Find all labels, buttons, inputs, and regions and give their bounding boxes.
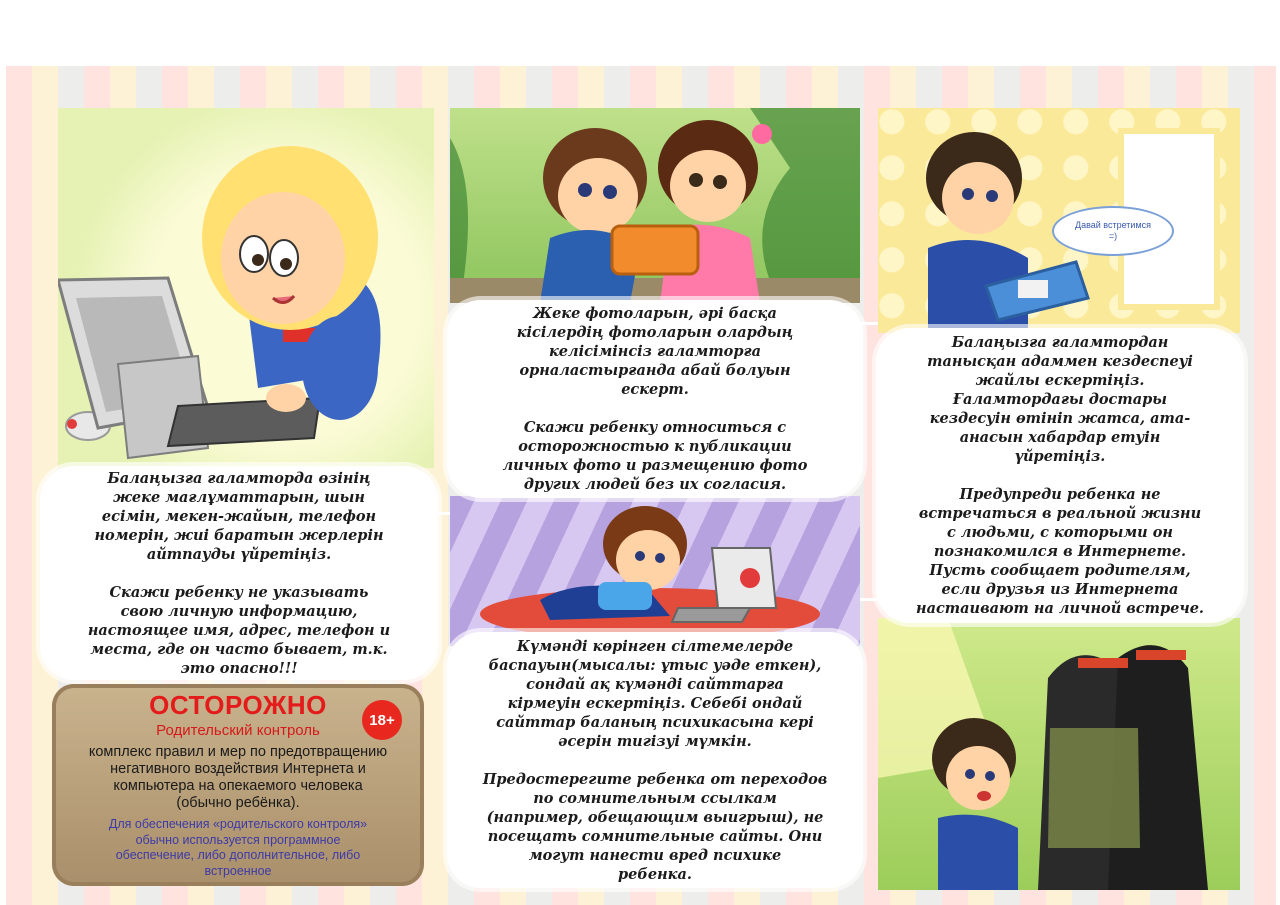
kids-tablet-illustration (450, 108, 860, 303)
tip3-ru-line: Пусть сообщает родителям, (929, 562, 1191, 579)
tip-photos (447, 300, 863, 498)
tip4-kz-line: кірмеуін ескертіңіз. Себебі ондай (507, 694, 803, 712)
tip4-ru-line: Предостерегите ребенка от переходов (482, 770, 828, 788)
tip3-ru-line: встречаться в реальной жизни (918, 505, 1202, 522)
speech-line-2: =) (1108, 231, 1118, 241)
warning-body (62, 744, 414, 812)
danger-strangers-illustration (878, 618, 1240, 890)
tip3-kz-line: үйретіңіз. (1014, 448, 1106, 465)
tip2-ru-line: личных фото и размещению фото (502, 457, 808, 474)
tip3-kz-line: Ғаламтордағы достары (952, 391, 1167, 408)
tip3-kz-line: жайлы ескертіңіз. (975, 372, 1145, 389)
tip1-kz-line: айтпауды үйретіңіз. (146, 545, 332, 563)
tip4-ru-line: посещать сомнительные сайты. Они (487, 827, 823, 845)
warning-title: ОСТОРОЖНО (149, 690, 327, 720)
tip-meetings (876, 328, 1244, 623)
tip-personal-info (40, 466, 438, 680)
parental-control-box (52, 684, 424, 886)
tip3-ru-line: настаивают на личной встрече. (916, 600, 1204, 617)
tip4-ru-line: по сомнительным ссылкам (533, 789, 777, 807)
tip3-ru-line: Предупреди ребенка не (959, 486, 1161, 503)
warning-subtitle: Родительский контроль (156, 722, 320, 739)
tip4-kz-line: сайттар баланың психикасына кері (496, 713, 814, 731)
tip4-kz-line: сондай ақ күмәнді сайттарға (526, 675, 784, 693)
tip2-kz-line: орналастырғанда абай болуын (519, 362, 791, 379)
tip1-ru-line: настоящее имя, адрес, телефон и (87, 621, 391, 639)
warning-note-line: Для обеспечения «родительского контроля» (108, 817, 368, 831)
boy-computer-illustration (58, 108, 434, 468)
age-badge: 18+ (362, 700, 402, 740)
tip3-kz-line: танысқан адаммен кездеспеуі (927, 353, 1193, 370)
tip4-ru-line: могут нанести вред психике (528, 846, 782, 864)
warning-note-line: обеспечение, либо дополнительное, либо (115, 848, 361, 862)
warning-body-line: (обычно ребёнка). (176, 795, 300, 811)
tip1-kz-line: номерін, жиі баратын жерлерін (94, 526, 384, 544)
warning-note-line: встроенное (204, 863, 272, 878)
tip1-kz-line: Балаңызға ғаламторда өзінің (107, 469, 371, 487)
tip1-ru-line: места, где он часто бывает, т.к. (90, 640, 388, 658)
tip2-kz-line: кісілердің фотоларын олардың (516, 324, 794, 341)
tip-suspicious-links (447, 632, 863, 888)
speech-line-1: Давай встретимся (1074, 220, 1152, 230)
tip2-kz-line: ескерт. (621, 381, 689, 398)
boy-chat-illustration (878, 108, 1240, 333)
tip4-kz-line: Күмәнді көрінген сілтемелерде (516, 637, 794, 655)
tip3-ru-line: познакомился в Интернете. (933, 543, 1187, 560)
tip1-ru-line: это опасно!!! (180, 659, 298, 677)
warning-note (72, 817, 404, 879)
tip3-ru-line: если друзья из Интернета (941, 581, 1179, 598)
tip3-kz-line: кездесуін өтініп жатса, ата- (929, 410, 1191, 427)
tip2-ru-line: Скажи ребенку относиться с (523, 419, 787, 436)
tip2-kz-line: Жеке фотоларын, әрі басқа (533, 305, 777, 322)
tip4-ru-line: ребенка. (618, 865, 692, 883)
tip1-kz-line: жеке мағлұматтарын, шын (113, 488, 365, 506)
chat-speech-bubble (1052, 206, 1174, 256)
warning-note-line: обычно используется программное (135, 832, 341, 847)
tip2-ru-line: осторожностью к публикации (518, 438, 792, 455)
boy-laptop-illustration (450, 496, 860, 646)
tip2-kz-line: келісімінсіз ғаламторға (548, 343, 762, 360)
tip3-kz-line: анасын хабардар етуін (959, 429, 1161, 446)
tip3-kz-line: Балаңызға ғаламтордан (951, 334, 1169, 351)
warning-body-line: комплекс правил и мер по предотвращению (88, 744, 388, 760)
warning-body-line: компьютера на опекаемого человека (113, 778, 363, 794)
tip1-kz-line: есімін, мекен-жайын, телефон (101, 507, 377, 525)
tip4-kz-line: әсерін тигізуі мүмкін. (558, 732, 752, 750)
tip2-ru-line: других людей без их согласия. (523, 476, 787, 493)
warning-body-line: негативного воздействия Интернета и (110, 761, 366, 777)
tip1-ru-line: свою личную информацию, (120, 602, 358, 620)
tip1-ru-line: Скажи ребенку не указывать (109, 583, 369, 601)
tip4-kz-line: баспауын(мысалы: ұтыс уәде еткен), (488, 656, 822, 674)
tip3-ru-line: с людьми, с которыми он (947, 524, 1173, 541)
tip4-ru-line: (например, обещающим выигрыш), не (486, 808, 824, 826)
